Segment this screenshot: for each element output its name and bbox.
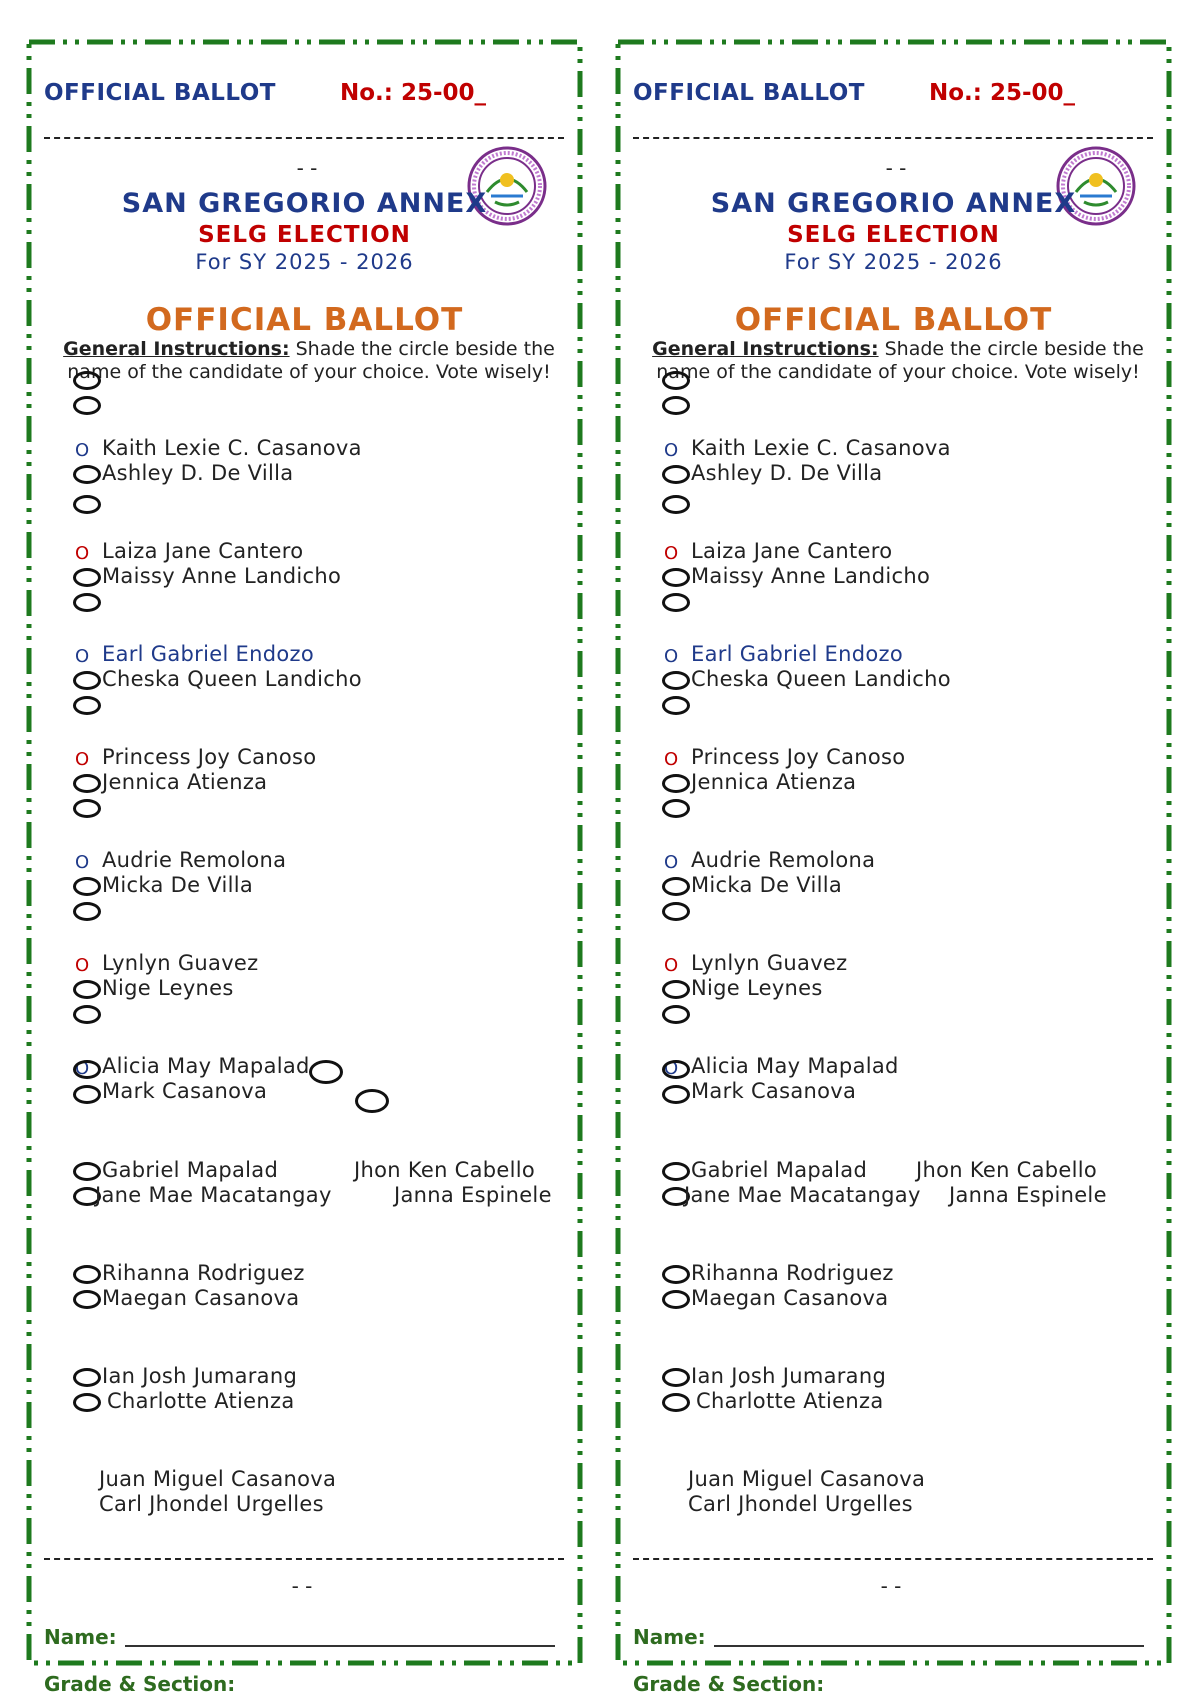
vote-circle[interactable] [662, 1005, 690, 1024]
instructions-text: Shade the circle beside the name of the candidate of your choice. Vote wisely! [67, 338, 555, 383]
candidate-name: Jane Mae Macatangay [684, 1183, 921, 1207]
candidate-name: Mark Casanova [691, 1079, 857, 1103]
candidate-name: Ian Josh Jumarang [102, 1364, 298, 1388]
candidate-name: Carl Jhondel Urgelles [688, 1492, 913, 1516]
vote-circle[interactable] [73, 1085, 101, 1104]
separator-text: - - [291, 1574, 313, 1598]
vote-circle[interactable] [73, 371, 101, 390]
name-field-line[interactable] [125, 1645, 555, 1647]
vote-circle[interactable] [73, 1393, 101, 1412]
candidate-name: Earl Gabriel Endozo [102, 642, 314, 666]
vote-circle[interactable] [355, 1089, 389, 1113]
candidate-name: Janna Espinele [394, 1183, 552, 1207]
o-mark: O [75, 646, 90, 667]
vote-circle[interactable] [662, 593, 690, 612]
vote-circle[interactable] [73, 1005, 101, 1024]
candidate-name: Jennica Atienza [102, 770, 268, 794]
ballot-number: No.: 25-00_ [929, 80, 1076, 106]
ballot-left [27, 40, 582, 1665]
vote-circle[interactable] [309, 1060, 343, 1084]
o-mark: O [664, 852, 679, 873]
candidate-name: Earl Gabriel Endozo [691, 642, 903, 666]
name-field-line[interactable] [714, 1645, 1144, 1647]
o-mark: O [664, 1058, 679, 1079]
divider [44, 1558, 564, 1560]
candidate-name: Princess Joy Canoso [691, 745, 906, 769]
candidate-name: Nige Leynes [102, 976, 234, 1000]
candidate-name: Audrie Remolona [102, 848, 287, 872]
candidate-name: Micka De Villa [691, 873, 843, 897]
vote-circle[interactable] [662, 495, 690, 514]
o-mark: O [664, 440, 679, 461]
divider [633, 137, 1153, 139]
candidate-name: Carl Jhondel Urgelles [99, 1492, 324, 1516]
instructions-label: General Instructions: [63, 338, 290, 360]
candidate-name: Charlotte Atienza [107, 1389, 295, 1413]
candidate-name: Maissy Anne Landicho [691, 564, 931, 588]
school-name: SAN GREGORIO ANNEX [121, 188, 488, 219]
candidate-name: Maegan Casanova [102, 1286, 300, 1310]
vote-circle[interactable] [73, 396, 101, 415]
header-title: OFFICIAL BALLOT [633, 80, 865, 106]
candidate-name: Cheska Queen Landicho [102, 667, 362, 691]
separator-text: - - [880, 1574, 902, 1598]
vote-circle[interactable] [662, 1290, 690, 1309]
ballot-number: No.: 25-00_ [340, 80, 487, 106]
vote-circle[interactable] [73, 902, 101, 921]
candidate-name: Laiza Jane Cantero [102, 539, 304, 563]
candidate-name: Jane Mae Macatangay [95, 1183, 332, 1207]
vote-circle[interactable] [662, 799, 690, 818]
general-instructions [633, 338, 1163, 384]
vote-circle[interactable] [662, 671, 690, 690]
vote-circle[interactable] [662, 396, 690, 415]
instructions-label: General Instructions: [652, 338, 879, 360]
vote-circle[interactable] [662, 877, 690, 896]
candidate-name: Maissy Anne Landicho [102, 564, 342, 588]
name-label: Name: [44, 1625, 117, 1649]
vote-circle[interactable] [73, 1265, 101, 1284]
o-mark: O [664, 543, 679, 564]
election-name: SELG ELECTION [198, 222, 411, 248]
o-mark: O [75, 955, 90, 976]
grade-section-label: Grade & Section: [44, 1672, 236, 1696]
divider [44, 137, 564, 139]
vote-circle[interactable] [662, 1085, 690, 1104]
candidate-name: Maegan Casanova [691, 1286, 889, 1310]
vote-circle[interactable] [662, 1393, 690, 1412]
vote-circle[interactable] [662, 1060, 690, 1079]
o-mark: O [664, 749, 679, 770]
candidate-name: Laiza Jane Cantero [691, 539, 893, 563]
candidate-name: Alicia May Mapalad [691, 1054, 899, 1078]
ballot-title: OFFICIAL BALLOT [734, 302, 1053, 338]
header-title: OFFICIAL BALLOT [44, 80, 276, 106]
grade-section-label: Grade & Section: [633, 1672, 825, 1696]
o-mark: O [75, 543, 90, 564]
candidate-name: Nige Leynes [691, 976, 823, 1000]
vote-circle[interactable] [73, 495, 101, 514]
vote-circle[interactable] [662, 465, 690, 484]
o-mark: O [75, 749, 90, 770]
separator-text: - - [296, 156, 318, 180]
name-label: Name: [633, 1625, 706, 1649]
vote-circle[interactable] [662, 371, 690, 390]
school-year: For SY 2025 - 2026 [784, 250, 1003, 274]
separator-text: - - [885, 156, 907, 180]
vote-circle[interactable] [73, 1290, 101, 1309]
vote-circle[interactable] [73, 671, 101, 690]
candidate-name: Gabriel Mapalad [691, 1158, 868, 1182]
candidate-name: Rihanna Rodriguez [102, 1261, 305, 1285]
vote-circle[interactable] [73, 980, 101, 999]
vote-circle[interactable] [73, 1162, 101, 1181]
candidate-name: Ian Josh Jumarang [691, 1364, 887, 1388]
vote-circle[interactable] [662, 1265, 690, 1284]
general-instructions [44, 338, 574, 384]
vote-circle[interactable] [662, 1162, 690, 1181]
vote-circle[interactable] [73, 774, 101, 793]
o-mark: O [664, 646, 679, 667]
candidate-name: Kaith Lexie C. Casanova [102, 436, 362, 460]
candidate-name: Juan Miguel Casanova [99, 1467, 337, 1491]
vote-circle[interactable] [662, 980, 690, 999]
ballot-right [616, 40, 1171, 1665]
o-mark: O [75, 852, 90, 873]
candidate-name: Jennica Atienza [691, 770, 857, 794]
vote-circle[interactable] [662, 568, 690, 587]
candidate-name: Micka De Villa [102, 873, 254, 897]
vote-circle[interactable] [73, 465, 101, 484]
o-mark: O [75, 440, 90, 461]
candidate-name: Lynlyn Guavez [691, 951, 848, 975]
candidate-name: Mark Casanova [102, 1079, 268, 1103]
candidate-name: Rihanna Rodriguez [691, 1261, 894, 1285]
vote-circle[interactable] [662, 902, 690, 921]
candidate-name: Jhon Ken Cabello [354, 1158, 536, 1182]
candidate-name: Charlotte Atienza [696, 1389, 884, 1413]
instructions-text: Shade the circle beside the name of the candidate of your choice. Vote wisely! [656, 338, 1144, 383]
candidate-name: Janna Espinele [949, 1183, 1107, 1207]
vote-circle[interactable] [73, 1368, 101, 1387]
vote-circle[interactable] [73, 568, 101, 587]
candidate-name: Audrie Remolona [691, 848, 876, 872]
candidate-name: Kaith Lexie C. Casanova [691, 436, 951, 460]
vote-circle[interactable] [73, 799, 101, 818]
vote-circle[interactable] [73, 593, 101, 612]
vote-circle[interactable] [73, 1060, 101, 1079]
vote-circle[interactable] [73, 877, 101, 896]
candidate-name: Ashley D. De Villa [691, 461, 883, 485]
school-year: For SY 2025 - 2026 [195, 250, 414, 274]
election-name: SELG ELECTION [787, 222, 1000, 248]
candidate-name: Cheska Queen Landicho [691, 667, 951, 691]
candidate-name: Gabriel Mapalad [102, 1158, 279, 1182]
candidate-name: Ashley D. De Villa [102, 461, 294, 485]
candidate-name: Lynlyn Guavez [102, 951, 259, 975]
vote-circle[interactable] [662, 1368, 690, 1387]
vote-circle[interactable] [73, 696, 101, 715]
school-name: SAN GREGORIO ANNEX [710, 188, 1077, 219]
candidate-name: Princess Joy Canoso [102, 745, 317, 769]
vote-circle[interactable] [662, 774, 690, 793]
candidate-name: Juan Miguel Casanova [688, 1467, 926, 1491]
vote-circle[interactable] [662, 696, 690, 715]
o-mark: O [664, 955, 679, 976]
candidate-name: Alicia May Mapalad [102, 1054, 310, 1078]
o-mark: O [75, 1058, 90, 1079]
ballot-title: OFFICIAL BALLOT [145, 302, 464, 338]
candidate-name: Jhon Ken Cabello [916, 1158, 1098, 1182]
divider [633, 1558, 1153, 1560]
